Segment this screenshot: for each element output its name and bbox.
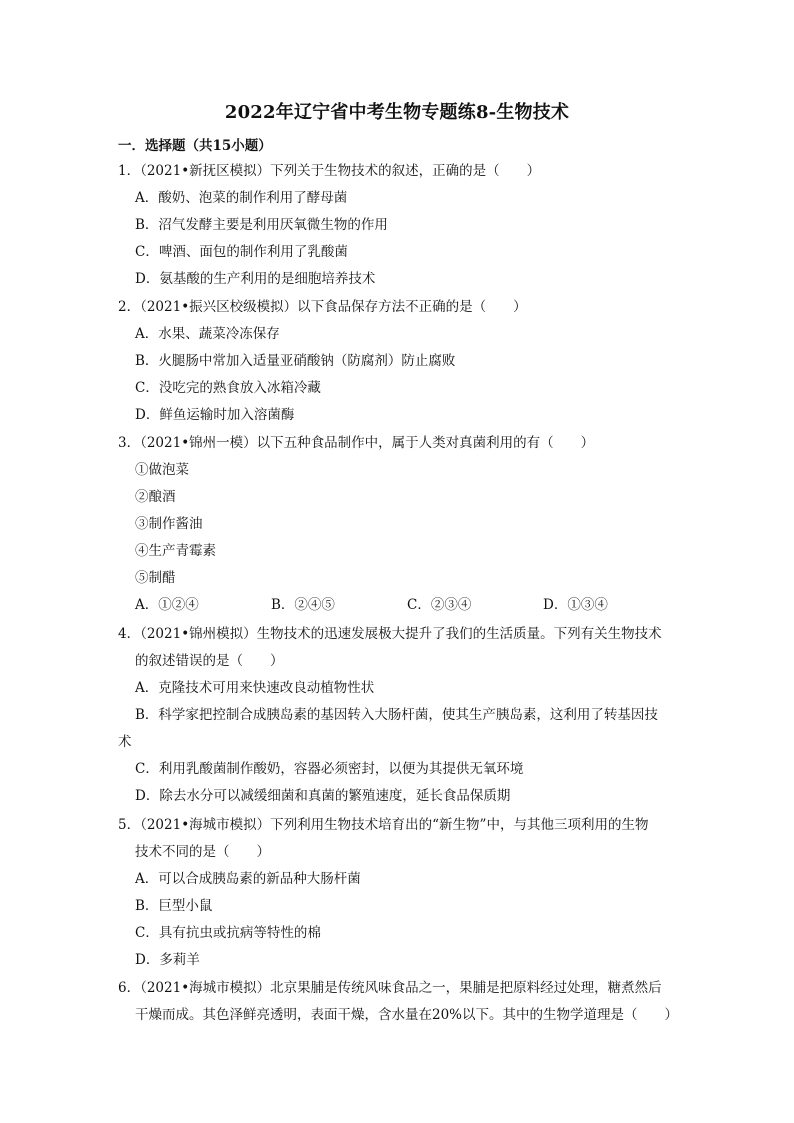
option-b: B．沼气发酵主要是利用厌氧微生物的作用 [135, 217, 388, 233]
option-b: B．②④⑤ [271, 597, 335, 613]
question-stem: 4．（2021•锦州模拟）生物技术的迅速发展极大提升了我们的生活质量。下列有关生物技术 [118, 626, 662, 642]
item-4: ④生产青霉素 [135, 543, 216, 559]
option-c: C．②③④ [407, 597, 472, 613]
question-stem: 3．（2021•锦州一模）以下五种食品制作中，属于人类对真菌利用的有（ ） [118, 435, 595, 451]
question-stem: 1．（2021•新抚区模拟）下列关于生物技术的叙述，正确的是（ ） [118, 163, 541, 179]
option-c: C．利用乳酸菌制作酸奶，容器必须密封，以便为其提供无氧环境 [135, 761, 524, 777]
option-a: A．可以合成胰岛素的新品种大肠杆菌 [135, 871, 361, 887]
question-stem-continued: 干燥而成。其色泽鲜亮透明，表面干燥，含水量在20%以下。其中的生物学道理是（ ） [135, 1007, 679, 1023]
item-5: ⑤制醋 [135, 570, 176, 586]
option-b-continued: 术 [118, 734, 132, 750]
option-a: A．酸奶、泡菜的制作利用了酵母菌 [135, 190, 348, 206]
question-stem: 5．（2021•海城市模拟）下列利用生物技术培育出的“新生物”中，与其他三项利用的生物 [118, 817, 649, 833]
option-c: C．没吃完的熟食放入冰箱冷藏 [135, 380, 321, 396]
page-title: 2022年辽宁省中考生物专题练8-生物技术 [224, 102, 570, 123]
question-stem-continued: 技术不同的是（ ） [135, 844, 270, 860]
option-d: D．①③④ [543, 597, 608, 613]
item-1: ①做泡菜 [135, 462, 189, 478]
question-5 [118, 812, 683, 974]
option-d: D．多莉羊 [135, 952, 200, 968]
option-d: D．氨基酸的生产利用的是细胞培养技术 [135, 271, 376, 287]
option-a: A．克隆技术可用来快速改良动植物性状 [135, 680, 375, 696]
option-d: D．除去水分可以减缓细菌和真菌的繁殖速度，延长食品保质期 [135, 788, 511, 804]
question-6 [118, 975, 683, 1029]
option-d: D．鲜鱼运输时加入溶菌酶 [135, 407, 295, 423]
question-2 [118, 294, 683, 429]
option-b: B．火腿肠中常加入适量亚硝酸钠（防腐剂）防止腐败 [135, 353, 456, 369]
question-stem-continued: 的叙述错误的是（ ） [135, 653, 284, 669]
section-heading: 一．选择题（共15小题） [118, 138, 272, 154]
option-a: A．水果、蔬菜冷冻保存 [135, 326, 280, 342]
question-3 [118, 430, 683, 619]
item-2: ②酿酒 [135, 489, 176, 505]
question-stem: 2．（2021•振兴区校级模拟）以下食品保存方法不正确的是（ ） [118, 299, 527, 315]
question-1 [118, 158, 683, 293]
option-b: B．巨型小鼠 [135, 898, 213, 914]
item-3: ③制作酱油 [135, 516, 203, 532]
question-stem: 6．（2021•海城市模拟）北京果脯是传统风味食品之一，果脯是把原料经过处理，糖煮然后 [118, 980, 662, 996]
option-c: C．啤酒、面包的制作利用了乳酸菌 [135, 244, 348, 260]
question-4 [118, 621, 683, 810]
option-b: B．科学家把控制合成胰岛素的基因转入大肠杆菌，使其生产胰岛素，这利用了转基因技 [135, 707, 658, 723]
options-row [118, 592, 683, 619]
option-c: C．具有抗虫或抗病等特性的棉 [135, 925, 321, 941]
option-a: A．①②④ [135, 597, 199, 613]
